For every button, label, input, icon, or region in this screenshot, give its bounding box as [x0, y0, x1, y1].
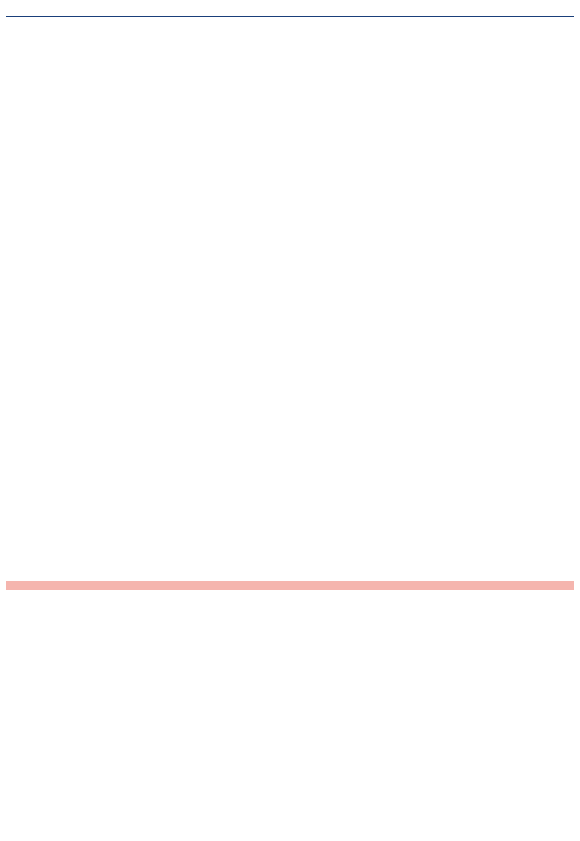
mid-channel-row [6, 592, 574, 666]
mid-separator [6, 581, 574, 590]
page-header [6, 3, 574, 17]
top-channel-row [6, 20, 574, 583]
